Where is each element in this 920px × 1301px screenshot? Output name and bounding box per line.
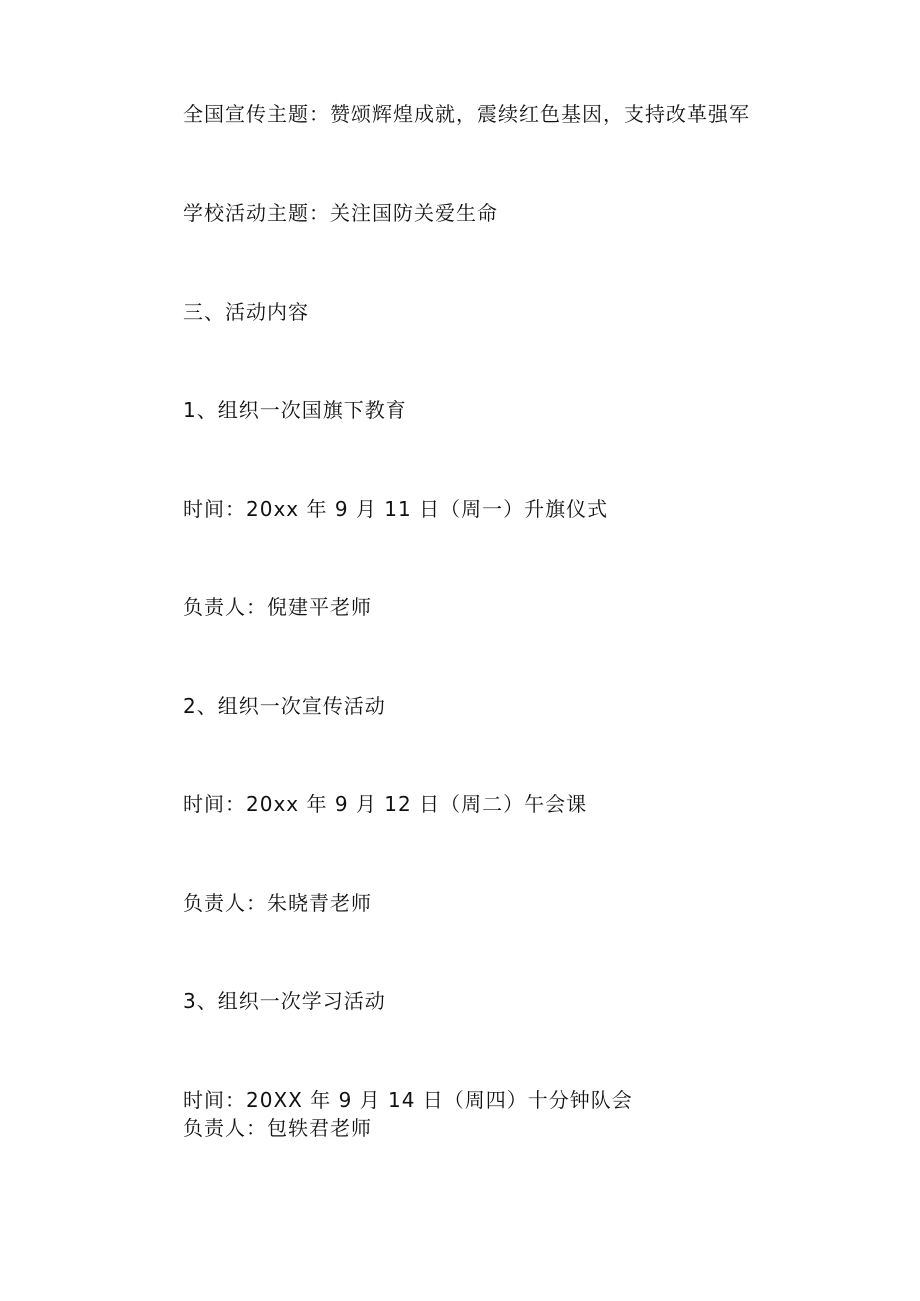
activity-3-owner: 负责人：包轶君老师 [183,1116,372,1140]
activity-3-time: 时间：20XX 年 9 月 14 日（周四）十分钟队会 [183,1088,633,1112]
activity-3-title: 3、组织一次学习活动 [183,989,386,1013]
activity-2-title: 2、组织一次宣传活动 [183,694,386,718]
activity-1-owner: 负责人：倪建平老师 [183,595,372,619]
school-theme-line: 学校活动主题：关注国防关爱生命 [183,201,498,225]
activity-1-title: 1、组织一次国旗下教育 [183,398,407,422]
section-heading: 三、活动内容 [183,300,309,324]
activity-2-owner: 负责人：朱晓青老师 [183,891,372,915]
activity-1-time: 时间：20xx 年 9 月 11 日（周一）升旗仪式 [183,497,609,521]
national-theme-line: 全国宣传主题：赞颂辉煌成就，震续红色基因，支持改革强军 [183,102,750,126]
activity-2-time: 时间：20xx 年 9 月 12 日（周二）午会课 [183,792,588,816]
